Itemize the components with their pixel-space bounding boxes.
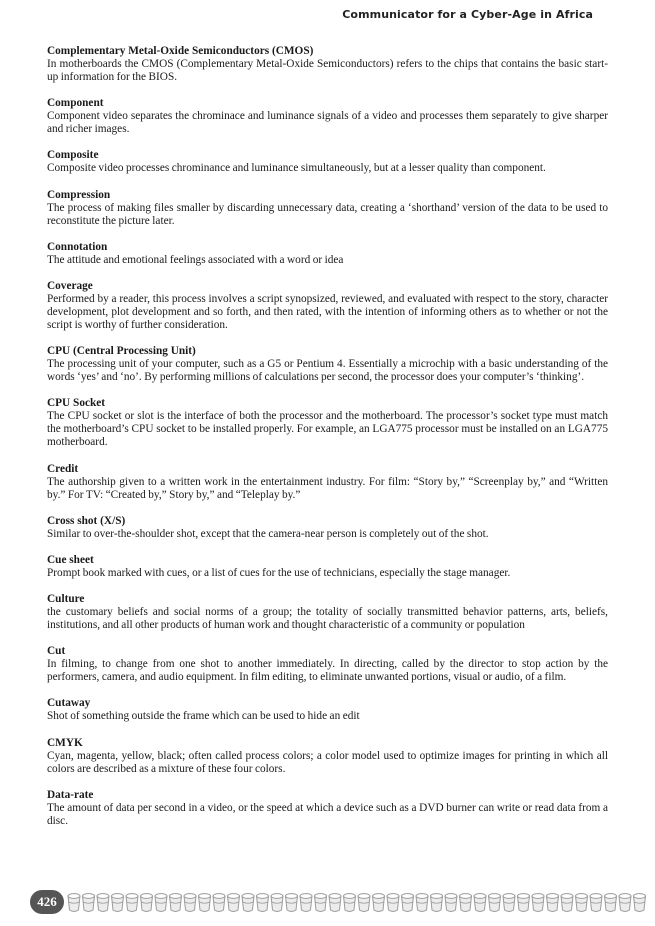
glossary-entry — [47, 45, 608, 84]
film-cup-icon — [68, 894, 80, 912]
film-cup-icon — [286, 894, 298, 912]
entry-definition: The process of making files smaller by discarding unnecessary data, creating a ‘shorthand’ version of the data to be used to reconstitute the picture later. — [47, 201, 608, 227]
film-cup-icon — [228, 894, 240, 912]
film-cup-icon — [344, 894, 356, 912]
film-cup-icon — [300, 894, 312, 912]
entry-definition: Performed by a reader, this process involves a script synopsized, reviewed, and evaluated with respect to the story, character development, plot development and so forth, and then rated, with the intention of informing others as to whether or not the script is worthy of further consideration. — [47, 292, 608, 331]
film-cup-icon — [242, 894, 254, 912]
entry-definition: The processing unit of your computer, such as a G5 or Pentium 4. Essentially a microchip with a basic understanding of the words ‘yes’ and ‘no’. By performing millions of calculations per second, the processor does your computer’s ‘thinking’. — [47, 358, 608, 384]
entry-term: CMYK — [47, 736, 83, 749]
glossary-entries — [47, 45, 608, 841]
glossary-entry — [47, 515, 608, 541]
entry-definition: In motherboards the CMOS (Complementary Metal-Oxide Semiconductors) refers to the chips that contains the basic start-up information for the BIOS. — [47, 58, 608, 83]
film-cup-icon — [605, 894, 617, 912]
glossary-entry — [47, 593, 608, 632]
film-cup-icon — [518, 894, 530, 912]
glossary-entry — [47, 189, 608, 228]
glossary-entry — [47, 645, 608, 684]
entry-definition: The CPU socket or slot is the interface of both the processor and the motherboard. The processor’s socket type must match the motherboard’s CPU socket to be installed properly. For example, an LGA775 processor must be installed on an LGA775 motherboard. — [47, 410, 608, 449]
film-cup-icon — [184, 894, 196, 912]
glossary-entry — [47, 149, 608, 175]
entry-definition: The attitude and emotional feelings associated with a word or idea — [47, 253, 344, 266]
film-cup-icon — [634, 894, 646, 912]
entry-definition: The authorship given to a written work in the entertainment industry. For film: “Story by,” “Screenplay by,” and “Written by.” For TV: “Created by,” Story by,” and “Teleplay by.” — [47, 475, 608, 501]
film-cup-icon — [460, 894, 472, 912]
entry-term: Connotation — [47, 240, 108, 253]
entry-term: Composite — [47, 149, 99, 162]
film-cup-icon — [155, 894, 167, 912]
glossary-entry — [47, 280, 608, 332]
ornament-strip — [66, 891, 646, 915]
glossary-entry — [47, 397, 608, 449]
film-cup-icon — [271, 894, 283, 912]
film-cup-icon — [126, 894, 138, 912]
glossary-entry — [47, 554, 608, 580]
running-header: Communicator for a Cyber-Age in Africa — [342, 8, 593, 21]
film-cup-icon — [83, 894, 95, 912]
film-cup-icon — [532, 894, 544, 912]
film-cup-icon — [474, 894, 486, 912]
film-cup-icon — [315, 894, 327, 912]
film-cup-icon — [329, 894, 341, 912]
film-cup-icon — [199, 894, 211, 912]
entry-term: Compression — [47, 188, 111, 201]
film-cup-icon — [402, 894, 414, 912]
glossary-entry — [47, 737, 608, 776]
film-cup-icon — [619, 894, 631, 912]
film-cup-icon — [358, 894, 370, 912]
film-cup-icon — [590, 894, 602, 912]
film-cup-icon — [547, 894, 559, 912]
film-cup-icon — [576, 894, 588, 912]
film-cup-icon — [141, 894, 153, 912]
entry-definition: Similar to over-the-shoulder shot, except that the camera-near person is completely out of the shot. — [47, 527, 489, 540]
entry-definition: Shot of something outside the frame which can be used to hide an edit — [47, 710, 360, 723]
entry-term: Cut — [47, 645, 66, 658]
glossary-entry — [47, 789, 608, 828]
film-cup-icon — [489, 894, 501, 912]
entry-definition: In filming, to change from one shot to another immediately. In directing, called by the director to stop action by the performers, camera, and audio equipment. In film editing, to eliminate unwanted portions, visual or audio, of a film. — [47, 658, 608, 684]
page-footer — [30, 888, 620, 918]
film-cup-icon — [112, 894, 124, 912]
entry-definition: Component video separates the chrominace and luminance signals of a video and processes them separately to give sharper and richer images. — [47, 110, 608, 136]
film-cup-icon — [257, 894, 269, 912]
film-cup-icon — [561, 894, 573, 912]
film-cup-icon — [170, 894, 182, 912]
glossary-entry — [47, 463, 608, 502]
glossary-entry — [47, 97, 608, 136]
film-cup-icon — [503, 894, 515, 912]
entry-term: CPU (Central Processing Unit) — [47, 345, 196, 358]
film-cup-icon — [387, 894, 399, 912]
entry-term: Component — [47, 97, 104, 110]
entry-term: Cross shot (X/S) — [47, 514, 126, 527]
glossary-entry — [47, 241, 608, 267]
film-reel-ornament-icon — [66, 891, 646, 915]
entry-definition: Cyan, magenta, yellow, black; often called process colors; a color model used to optimize images for printing in which all colors are described as a mixture of these four colors. — [47, 749, 608, 775]
film-cup-icon — [213, 894, 225, 912]
entry-definition: Composite video processes chrominance and luminance simultaneously, but at a lesser quality than component. — [47, 162, 546, 175]
entry-term: CPU Socket — [47, 397, 106, 410]
film-cup-icon — [373, 894, 385, 912]
entry-term: Complementary Metal-Oxide Semiconductors (CMOS) — [47, 45, 314, 57]
entry-definition: the customary beliefs and social norms of a group; the totality of socially transmitted behavior patterns, arts, beliefs, institutions, and all other products of human work and thought characteristic of a community or population — [47, 606, 608, 632]
entry-definition: Prompt book marked with cues, or a list of cues for the use of technicians, especially the stage manager. — [47, 566, 511, 579]
entry-definition: The amount of data per second in a video, or the speed at which a device such as a DVD burner can write or read data from a disc. — [47, 801, 608, 827]
entry-term: Culture — [47, 593, 85, 606]
page-number-badge: 426 — [30, 890, 64, 914]
entry-term: Coverage — [47, 279, 93, 292]
glossary-entry — [47, 697, 608, 723]
film-cup-icon — [416, 894, 428, 912]
entry-term: Cue sheet — [47, 553, 94, 566]
entry-term: Data-rate — [47, 788, 94, 801]
entry-term: Credit — [47, 462, 79, 475]
glossary-entry — [47, 345, 608, 384]
film-cup-icon — [431, 894, 443, 912]
entry-term: Cutaway — [47, 697, 91, 710]
film-cup-icon — [445, 894, 457, 912]
film-cup-icon — [97, 894, 109, 912]
